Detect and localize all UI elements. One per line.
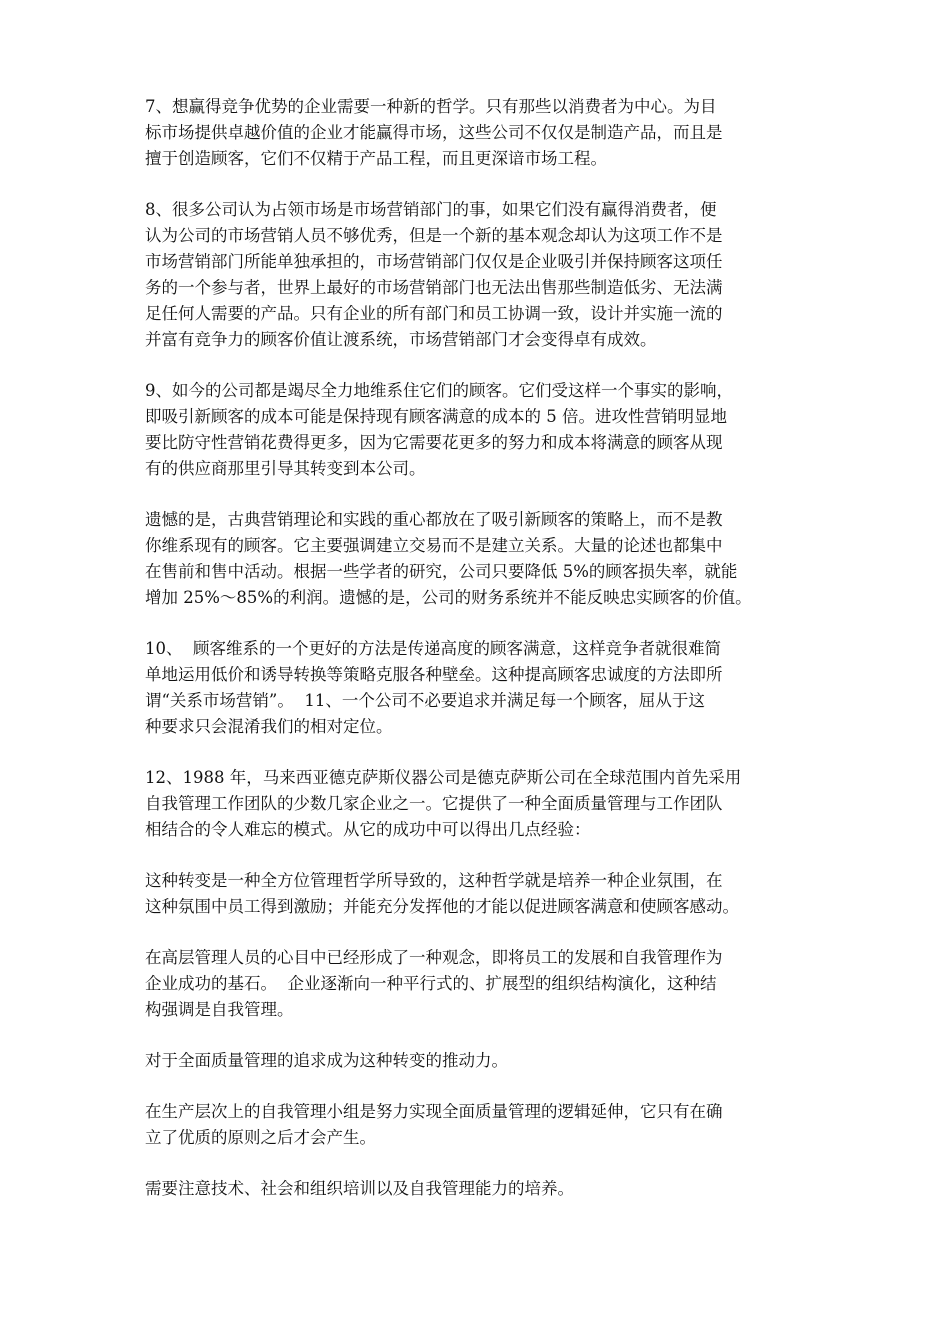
- paragraph-self-managed-teams: 在生产层次上的自我管理小组是努力实现全面质量管理的逻辑延伸，它只有在确 立了优质的原则之后才会产生。: [145, 1102, 723, 1147]
- paragraph-9: 9、如今的公司都是竭尽全力地维系住它们的顾客。它们受这样一个事实的影响， 即吸引新顾客的成本可能是保持现有顾客满意的成本的 5 倍。进攻性营销明显地 要比防守性营销花费得更多，因为它需要花更多的努力和成本将满意的顾客从现 有的供应商那里引导其转变到本公司。: [145, 381, 733, 478]
- paragraph-regret: 遗憾的是，古典营销理论和实践的重心都放在了吸引新顾客的策略上，而不是教 你维系现有的顾客。它主要强调建立交易而不是建立关系。大量的论述也都集中 在售前和售中活动。根据一些学者的研究，公司只要降低 5%的顾客损失率，就能 增加 25%～85%的利润。遗憾的是，公司的财务系统并不能反映忠实顾客的价值。: [145, 510, 752, 607]
- paragraph-8: 8、很多公司认为占领市场是市场营销部门的事，如果它们没有赢得消费者，便 认为公司的市场营销人员不够优秀，但是一个新的基本观念却认为这项工作不是 市场营销部门所能单独承担的，市场营销部门仅仅是企业吸引并保持顾客这项任 务的一个参与者，世界上最好的市场营销部门也无法出售那些制造低劣、无法满 足任何人需要的产品。只有企业的所有部门和员工协调一致，设计并实施一流的 并富有竞争力的顾客价值让渡系统，市场营销部门才会变得卓有成效。: [145, 200, 723, 349]
- paragraph-12: 12、1988 年，马来西亚德克萨斯仪器公司是德克萨斯公司在全球范围内首先采用 自我管理工作团队的少数几家企业之一。它提供了一种全面质量管理与工作团队 相结合的令人难忘的模式。从它的成功中可以得出几点经验：: [145, 768, 742, 839]
- document-body: [145, 94, 805, 1227]
- paragraph-10-11: 10、 顾客维系的一个更好的方法是传递高度的顾客满意，这样竞争者就很难简 单地运用低价和诱导转换等策略克服各种壁垒。这种提高顾客忠诚度的方法即所 谓“关系市场营销”。 11、一个公司不必要追求并满足每一个顾客，屈从于这 种要求只会混淆我们的相对定位。: [145, 639, 723, 736]
- paragraph-training: 需要注意技术、社会和组织培训以及自我管理能力的培养。: [145, 1179, 574, 1198]
- paragraph-transformation: 这种转变是一种全方位管理哲学所导致的，这种哲学就是培养一种企业氛围，在 这种氛围中员工得到激励；并能充分发挥他的才能以促进顾客满意和使顾客感动。: [145, 871, 739, 916]
- paragraph-tqm-driver: 对于全面质量管理的追求成为这种转变的推动力。: [145, 1051, 508, 1070]
- paragraph-senior-management: 在高层管理人员的心目中已经形成了一种观念，即将员工的发展和自我管理作为 企业成功的基石。 企业逐渐向一种平行式的、扩展型的组织结构演化，这种结 构强调是自我管理。: [145, 948, 723, 1019]
- paragraph-7: 7、想赢得竞争优势的企业需要一种新的哲学。只有那些以消费者为中心。为目 标市场提供卓越价值的企业才能赢得市场，这些公司不仅仅是制造产品，而且是 擅于创造顾客，它们不仅精于产品工程，而且更深谙市场工程。: [145, 97, 723, 168]
